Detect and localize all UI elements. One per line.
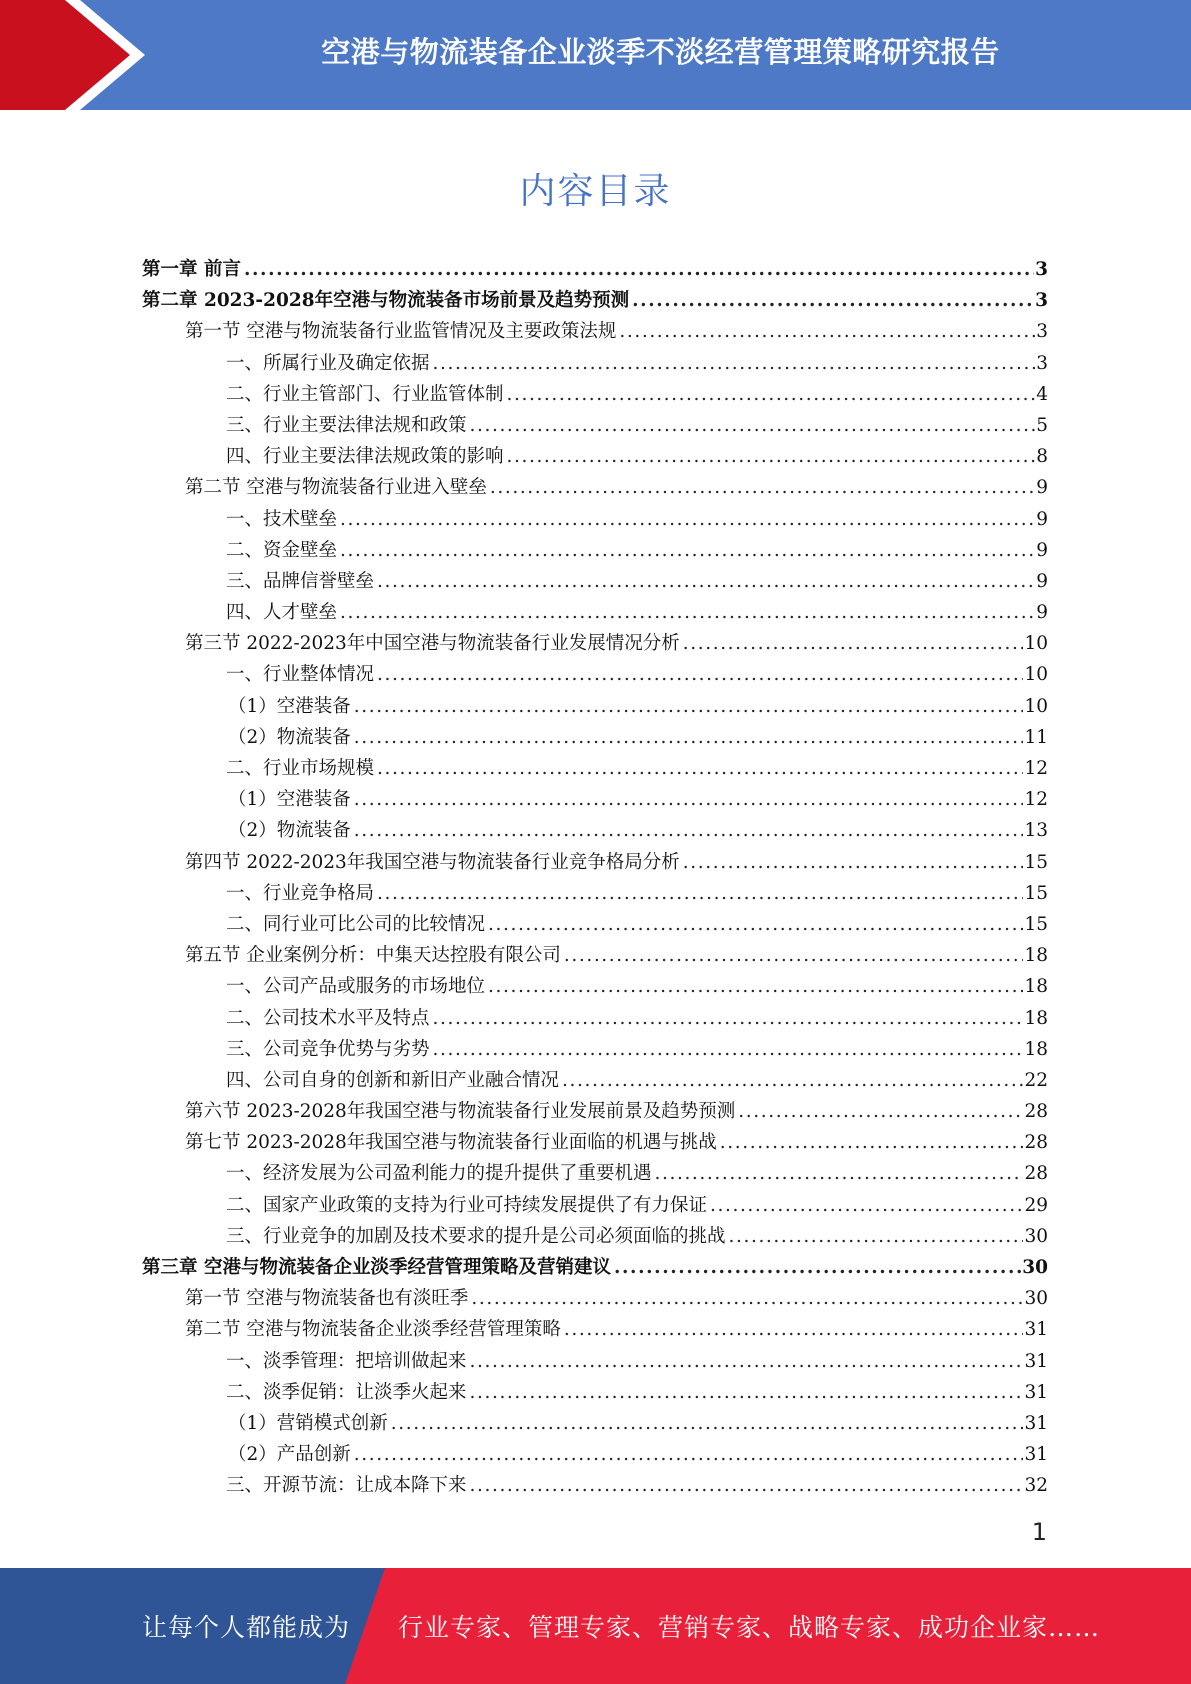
toc-dot-leader bbox=[562, 1065, 1023, 1096]
toc-dot-leader bbox=[507, 441, 1036, 472]
toc-entry-title: 二、资金壁垒 bbox=[226, 539, 338, 561]
toc-entry[interactable] bbox=[142, 1096, 1048, 1127]
toc-dot-leader bbox=[564, 1314, 1024, 1345]
toc-entry-page: 9 bbox=[1036, 602, 1048, 624]
toc-entry-page: 18 bbox=[1024, 945, 1048, 967]
toc-entry-title: 一、所属行业及确定依据 bbox=[226, 352, 430, 374]
toc-dot-leader bbox=[340, 504, 1035, 535]
toc-dot-leader bbox=[720, 1127, 1024, 1158]
toc-entry-title: （2）物流装备 bbox=[228, 820, 351, 842]
toc-entry-title: 三、公司竞争优势与劣势 bbox=[226, 1038, 430, 1060]
toc-entry[interactable] bbox=[142, 878, 1048, 909]
toc-dot-leader bbox=[729, 1221, 1024, 1252]
toc-dot-leader bbox=[340, 597, 1035, 628]
toc-entry-page: 3 bbox=[1035, 259, 1048, 280]
toc-entry[interactable] bbox=[142, 1470, 1048, 1501]
toc-entry-page: 30 bbox=[1024, 1288, 1048, 1310]
toc-entry-title: （1）空港装备 bbox=[228, 789, 351, 811]
toc-entry-page: 31 bbox=[1024, 1412, 1048, 1434]
toc-entry-title: 一、行业整体情况 bbox=[226, 664, 375, 686]
toc-entry-title: 二、公司技术水平及特点 bbox=[226, 1007, 430, 1029]
toc-entry-page: 4 bbox=[1036, 383, 1048, 405]
toc-entry[interactable] bbox=[142, 1408, 1048, 1439]
toc-entry-page: 12 bbox=[1024, 758, 1048, 779]
toc-entry[interactable] bbox=[142, 1377, 1048, 1408]
toc-dot-leader bbox=[377, 753, 1023, 784]
toc-entry-page: 15 bbox=[1024, 913, 1048, 935]
toc-dot-leader bbox=[632, 285, 1034, 316]
toc-dot-leader bbox=[354, 722, 1024, 753]
toc-entry-page: 3 bbox=[1036, 321, 1048, 343]
toc-entry[interactable] bbox=[142, 1346, 1048, 1377]
report-title: 空港与物流装备企业淡季不淡经营管理策略研究报告 bbox=[321, 34, 1000, 69]
toc-dot-leader bbox=[354, 815, 1024, 846]
toc-entry-title: 一、淡季管理：把培训做起来 bbox=[226, 1350, 467, 1372]
toc-entry-title: 三、行业主要法律法规和政策 bbox=[226, 414, 467, 436]
toc-entry-page: 8 bbox=[1036, 446, 1048, 468]
toc-entry-title: 第五节 企业案例分析：中集天达控股有限公司 bbox=[185, 945, 561, 967]
toc-dot-leader bbox=[377, 659, 1023, 690]
toc-entry-title: 四、人才壁垒 bbox=[226, 602, 338, 624]
page-number: 1 bbox=[1031, 1518, 1047, 1546]
toc-entry[interactable] bbox=[142, 1065, 1048, 1096]
report-header bbox=[0, 0, 1191, 110]
toc-entry[interactable] bbox=[142, 472, 1048, 503]
toc-entry-page: 15 bbox=[1024, 851, 1048, 873]
toc-entry[interactable] bbox=[142, 566, 1048, 597]
toc-entry-page: 22 bbox=[1024, 1069, 1048, 1091]
toc-dot-leader bbox=[340, 535, 1035, 566]
toc-entry[interactable] bbox=[142, 254, 1048, 285]
toc-entry-page: 31 bbox=[1024, 1350, 1048, 1372]
toc-entry-title: 第四节 2022-2023年我国空港与物流装备行业竞争格局分析 bbox=[185, 851, 680, 873]
toc-dot-leader bbox=[433, 1034, 1024, 1065]
toc-dot-leader bbox=[564, 940, 1024, 971]
toc-entry[interactable] bbox=[142, 1221, 1048, 1252]
toc-entry-title: 二、行业主管部门、行业监管体制 bbox=[226, 383, 504, 405]
toc-entry[interactable] bbox=[142, 1190, 1048, 1221]
toc-entry[interactable] bbox=[142, 441, 1048, 472]
toc-entry[interactable] bbox=[142, 1003, 1048, 1034]
toc-entry-title: 第二章 2023-2028年空港与物流装备市场前景及趋势预测 bbox=[142, 290, 630, 312]
toc-entry[interactable] bbox=[142, 535, 1048, 566]
toc-dot-leader bbox=[614, 1252, 1021, 1283]
toc-entry-title: 二、淡季促销：让淡季火起来 bbox=[226, 1381, 467, 1403]
toc-entry-page: 11 bbox=[1024, 726, 1048, 748]
toc-entry-title: 一、行业竞争格局 bbox=[226, 882, 375, 904]
toc-entry-page: 13 bbox=[1024, 820, 1048, 842]
toc-entry-page: 31 bbox=[1024, 1381, 1048, 1403]
toc-entry[interactable] bbox=[142, 1439, 1048, 1470]
toc-entry[interactable] bbox=[142, 1127, 1048, 1158]
toc-dot-leader bbox=[244, 254, 1034, 285]
toc-dot-leader bbox=[490, 472, 1035, 503]
toc-entry-page: 18 bbox=[1024, 976, 1048, 998]
toc-entry-page: 29 bbox=[1024, 1194, 1048, 1216]
toc-entry-title: 二、国家产业政策的支持为行业可持续发展提供了有力保证 bbox=[226, 1194, 708, 1216]
toc-dot-leader bbox=[433, 348, 1036, 379]
toc-entry-title: 第一章 前言 bbox=[142, 259, 241, 280]
toc-dot-leader bbox=[738, 1096, 1023, 1127]
toc-entry-title: 四、公司自身的创新和新旧产业融合情况 bbox=[226, 1069, 560, 1091]
toc-entry[interactable] bbox=[142, 1314, 1048, 1345]
header-arrow-decoration bbox=[0, 0, 160, 110]
toc-entry[interactable] bbox=[142, 1283, 1048, 1314]
toc-dot-leader bbox=[354, 691, 1024, 722]
toc-entry-page: 9 bbox=[1036, 570, 1048, 592]
toc-entry-page: 31 bbox=[1024, 1444, 1048, 1466]
toc-entry-title: 二、行业市场规模 bbox=[226, 758, 375, 779]
toc-entry-page: 15 bbox=[1024, 882, 1048, 904]
toc-entry[interactable] bbox=[142, 316, 1048, 347]
toc-dot-leader bbox=[470, 1470, 1024, 1501]
toc-dot-leader bbox=[354, 1439, 1024, 1470]
toc-entry-title: 一、经济发展为公司盈利能力的提升提供了重要机遇 bbox=[226, 1163, 652, 1185]
toc-entry-title: 三、开源节流：让成本降下来 bbox=[226, 1475, 467, 1497]
toc-entry-page: 3 bbox=[1036, 352, 1048, 374]
toc-entry-title: 第三章 空港与物流装备企业淡季经营管理策略及营销建议 bbox=[142, 1257, 611, 1278]
toc-dot-leader bbox=[683, 847, 1024, 878]
toc-entry-title: 第一节 空港与物流装备行业监管情况及主要政策法规 bbox=[185, 321, 617, 343]
toc-dot-leader bbox=[354, 784, 1024, 815]
toc-entry-title: （2）物流装备 bbox=[228, 726, 351, 748]
toc-entry-title: （2）产品创新 bbox=[228, 1444, 351, 1466]
toc-entry-page: 10 bbox=[1024, 695, 1048, 717]
toc-dot-leader bbox=[683, 628, 1024, 659]
toc-entry[interactable] bbox=[142, 1158, 1048, 1189]
toc-entry[interactable] bbox=[142, 722, 1048, 753]
toc-entry[interactable] bbox=[142, 1252, 1048, 1283]
toc-entry-page: 9 bbox=[1036, 539, 1048, 561]
toc-entry-page: 32 bbox=[1024, 1475, 1048, 1497]
toc-dot-leader bbox=[507, 379, 1036, 410]
toc-entry[interactable] bbox=[142, 659, 1048, 690]
toc-entry-page: 10 bbox=[1024, 664, 1048, 686]
toc-dot-leader bbox=[488, 971, 1023, 1002]
toc-dot-leader bbox=[377, 878, 1023, 909]
toc-entry-title: 四、行业主要法律法规政策的影响 bbox=[226, 446, 504, 468]
toc-entry[interactable] bbox=[142, 1034, 1048, 1065]
toc-dot-leader bbox=[471, 1283, 1023, 1314]
toc-dot-leader bbox=[710, 1190, 1023, 1221]
toc-entry[interactable] bbox=[142, 691, 1048, 722]
toc-dot-leader bbox=[433, 1003, 1024, 1034]
table-of-contents bbox=[142, 254, 1048, 1502]
toc-dot-leader bbox=[391, 1408, 1024, 1439]
footer-slogan-left: 让每个人都能成为 bbox=[142, 1613, 351, 1642]
toc-entry-title: （1）营销模式创新 bbox=[228, 1412, 388, 1434]
toc-entry-page: 10 bbox=[1024, 633, 1048, 655]
toc-entry-page: 3 bbox=[1035, 290, 1048, 312]
toc-entry-page: 18 bbox=[1024, 1038, 1048, 1060]
toc-heading: 内容目录 bbox=[519, 171, 672, 212]
toc-entry[interactable] bbox=[142, 847, 1048, 878]
toc-entry-page: 12 bbox=[1024, 789, 1048, 811]
toc-entry-title: 一、公司产品或服务的市场地位 bbox=[226, 976, 486, 998]
toc-dot-leader bbox=[470, 1377, 1024, 1408]
toc-entry-title: 二、同行业可比公司的比较情况 bbox=[226, 913, 486, 935]
toc-entry-page: 28 bbox=[1024, 1163, 1048, 1185]
toc-dot-leader bbox=[377, 566, 1035, 597]
toc-entry-page: 5 bbox=[1036, 414, 1048, 436]
toc-dot-leader bbox=[470, 1346, 1024, 1377]
toc-entry-title: 第七节 2023-2028年我国空港与物流装备行业面临的机遇与挑战 bbox=[185, 1132, 717, 1154]
toc-dot-leader bbox=[470, 410, 1036, 441]
toc-entry-page: 9 bbox=[1036, 477, 1048, 499]
toc-entry-page: 30 bbox=[1024, 1225, 1048, 1247]
toc-entry-title: 三、行业竞争的加剧及技术要求的提升是公司必须面临的挑战 bbox=[226, 1225, 726, 1247]
toc-entry-page: 30 bbox=[1022, 1257, 1048, 1278]
toc-entry-title: 三、品牌信誉壁垒 bbox=[226, 570, 375, 592]
toc-entry[interactable] bbox=[142, 285, 1048, 316]
toc-entry-page: 18 bbox=[1024, 1007, 1048, 1029]
toc-entry-title: 第二节 空港与物流装备行业进入壁垒 bbox=[185, 477, 487, 499]
toc-entry-title: 一、技术壁垒 bbox=[226, 508, 338, 530]
toc-entry-page: 28 bbox=[1024, 1132, 1048, 1154]
toc-dot-leader bbox=[655, 1158, 1024, 1189]
toc-entry[interactable] bbox=[142, 504, 1048, 535]
toc-entry[interactable] bbox=[142, 940, 1048, 971]
toc-entry[interactable] bbox=[142, 753, 1048, 784]
toc-entry[interactable] bbox=[142, 348, 1048, 379]
toc-entry-page: 28 bbox=[1024, 1101, 1048, 1123]
toc-entry-title: 第六节 2023-2028年我国空港与物流装备行业发展前景及趋势预测 bbox=[185, 1101, 736, 1123]
toc-entry-title: （1）空港装备 bbox=[228, 695, 351, 717]
toc-entry-title: 第三节 2022-2023年中国空港与物流装备行业发展情况分析 bbox=[185, 633, 680, 655]
report-footer bbox=[0, 1568, 1191, 1684]
toc-dot-leader bbox=[619, 316, 1035, 347]
toc-entry-page: 31 bbox=[1024, 1319, 1048, 1341]
toc-entry[interactable] bbox=[142, 597, 1048, 628]
toc-entry[interactable] bbox=[142, 909, 1048, 940]
footer-slogan-right: 行业专家、管理专家、营销专家、战略专家、成功企业家…… bbox=[398, 1613, 1101, 1642]
toc-entry[interactable] bbox=[142, 379, 1048, 410]
toc-entry[interactable] bbox=[142, 410, 1048, 441]
toc-dot-leader bbox=[488, 909, 1023, 940]
toc-entry[interactable] bbox=[142, 971, 1048, 1002]
toc-entry[interactable] bbox=[142, 784, 1048, 815]
toc-entry-page: 9 bbox=[1036, 508, 1048, 530]
toc-entry-title: 第一节 空港与物流装备也有淡旺季 bbox=[185, 1288, 469, 1310]
toc-entry-title: 第二节 空港与物流装备企业淡季经营管理策略 bbox=[185, 1319, 561, 1341]
toc-entry[interactable] bbox=[142, 628, 1048, 659]
toc-entry[interactable] bbox=[142, 815, 1048, 846]
